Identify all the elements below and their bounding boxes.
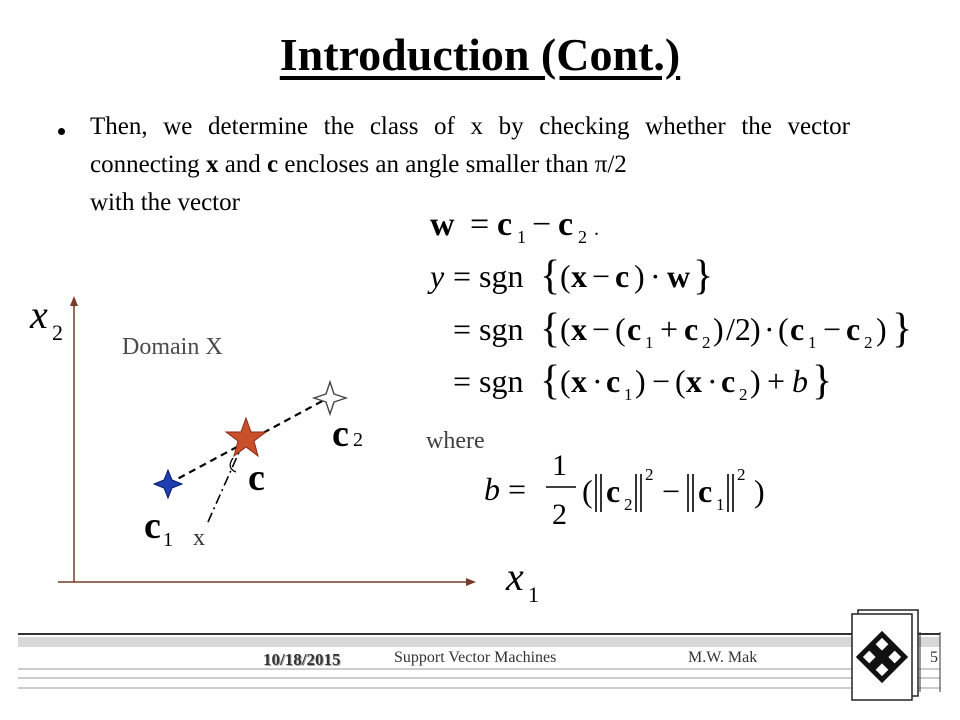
svg-text:c: c xyxy=(846,311,861,347)
svg-text:−: − xyxy=(823,311,842,347)
svg-text:y: y xyxy=(430,258,445,294)
svg-text:= sgn: = sgn xyxy=(453,258,524,294)
svg-text:1: 1 xyxy=(645,333,654,352)
svg-text:x: x xyxy=(686,363,702,399)
svg-text:=: = xyxy=(508,471,527,507)
axis-label-x2-letter: x xyxy=(30,292,48,337)
svg-text:): ) xyxy=(635,363,646,399)
svg-text:2: 2 xyxy=(737,465,746,484)
footer-course: Support Vector Machines xyxy=(394,649,557,666)
equation-b xyxy=(484,449,765,531)
svg-text:2: 2 xyxy=(578,227,587,247)
svg-text:−: − xyxy=(652,363,671,399)
svg-text:2: 2 xyxy=(552,498,567,531)
svg-text:b: b xyxy=(792,363,808,399)
label-c2 xyxy=(332,413,363,455)
svg-text:= sgn: = sgn xyxy=(453,311,524,347)
svg-text:c: c xyxy=(497,206,513,243)
svg-text:(: ( xyxy=(560,311,571,347)
svg-text:c: c xyxy=(684,311,699,347)
svg-text:1: 1 xyxy=(808,333,817,352)
svg-text:): ) xyxy=(634,258,645,294)
svg-text:{: { xyxy=(540,306,561,352)
label-c1-sub: 1 xyxy=(163,529,173,551)
label-c1-letter: c xyxy=(144,505,161,547)
c1-star-icon xyxy=(154,470,182,498)
svg-text:): ) xyxy=(754,473,765,509)
svg-text:x: x xyxy=(571,258,587,294)
point-x-label: x xyxy=(193,525,205,551)
svg-text:1: 1 xyxy=(624,385,633,404)
svg-text:c: c xyxy=(558,206,574,243)
svg-text:/2: /2 xyxy=(726,311,751,347)
svg-text:2: 2 xyxy=(624,495,633,514)
axis-label-x1 xyxy=(505,554,539,607)
where-label: where xyxy=(426,428,485,454)
svg-text:= sgn: = sgn xyxy=(453,363,524,399)
svg-text:1: 1 xyxy=(716,495,725,514)
para-text-1: Then, we determine the class of x by checking whether the vector connecting xyxy=(90,113,850,178)
para-c: c xyxy=(267,151,279,178)
svg-text:1: 1 xyxy=(552,449,567,482)
svg-text:): ) xyxy=(750,311,761,347)
svg-text:−: − xyxy=(592,311,611,347)
svg-text:=: = xyxy=(470,206,490,243)
svg-text:w: w xyxy=(667,258,691,294)
svg-text:c: c xyxy=(606,363,621,399)
svg-text:): ) xyxy=(750,363,761,399)
svg-text:·: · xyxy=(707,363,718,399)
svg-text:}: } xyxy=(693,253,714,299)
svg-text:{: { xyxy=(540,358,561,404)
equation-w xyxy=(430,206,599,247)
svg-text:−: − xyxy=(592,258,611,294)
svg-text:(: ( xyxy=(582,473,593,509)
equation-y3 xyxy=(453,358,832,404)
svg-text:2: 2 xyxy=(864,333,873,352)
svg-text:(: ( xyxy=(560,363,571,399)
axis-label-x2 xyxy=(29,292,63,345)
svg-text:+: + xyxy=(660,311,679,347)
c2-star-icon xyxy=(314,382,346,414)
axes xyxy=(58,296,476,586)
svg-text:): ) xyxy=(876,311,887,347)
label-c2-letter: c xyxy=(332,413,349,455)
svg-text:(: ( xyxy=(778,311,789,347)
svg-text:+: + xyxy=(767,363,786,399)
axis-label-x1-sub: 1 xyxy=(528,582,539,607)
svg-text:·: · xyxy=(592,363,603,399)
label-c: c xyxy=(248,457,265,499)
svg-text:2: 2 xyxy=(645,465,654,484)
svg-text:.: . xyxy=(594,218,599,240)
equation-y1 xyxy=(427,253,713,299)
svg-text:(: ( xyxy=(560,258,571,294)
svg-text:−: − xyxy=(662,473,681,509)
footer-page-number: 5 xyxy=(930,649,938,666)
university-logo-icon xyxy=(852,610,918,700)
svg-text:w: w xyxy=(430,206,455,243)
svg-text:): ) xyxy=(713,311,724,347)
svg-text:2: 2 xyxy=(702,333,711,352)
label-c1 xyxy=(144,505,173,551)
svg-text:2: 2 xyxy=(739,385,748,404)
label-c2-sub: 2 xyxy=(353,429,363,451)
svg-text:}: } xyxy=(892,306,913,352)
svg-text:1: 1 xyxy=(517,227,526,247)
footer-author: M.W. Mak xyxy=(688,649,758,666)
svg-text:c: c xyxy=(698,473,713,509)
axis-label-x1-letter: x xyxy=(506,554,524,599)
svg-text:x: x xyxy=(571,363,587,399)
para-last-line: with the vector xyxy=(90,189,240,216)
svg-text:(: ( xyxy=(675,363,686,399)
svg-text:b: b xyxy=(484,471,500,507)
para-x: x xyxy=(205,151,219,178)
svg-text:x: x xyxy=(571,311,587,347)
svg-text:−: − xyxy=(532,206,552,243)
svg-text:}: } xyxy=(812,358,833,404)
svg-text:c: c xyxy=(721,363,736,399)
slide-title: Introduction (Cont.) xyxy=(279,29,681,80)
svg-text:c: c xyxy=(790,311,805,347)
svg-text:·: · xyxy=(764,311,775,347)
svg-text:(: ( xyxy=(615,311,626,347)
svg-text:c: c xyxy=(615,258,630,294)
svg-text:{: { xyxy=(540,253,561,299)
axis-label-x2-sub: 2 xyxy=(52,320,63,345)
svg-text:·: · xyxy=(650,258,661,294)
para-text-2: encloses an angle smaller than π/2 xyxy=(278,151,627,178)
para-and: and xyxy=(218,151,268,178)
domain-label-text: Domain X xyxy=(122,334,223,360)
footer-date: 10/18/2015 xyxy=(263,650,341,669)
svg-text:c: c xyxy=(627,311,642,347)
svg-text:c: c xyxy=(606,473,621,509)
equation-y2 xyxy=(453,306,912,352)
